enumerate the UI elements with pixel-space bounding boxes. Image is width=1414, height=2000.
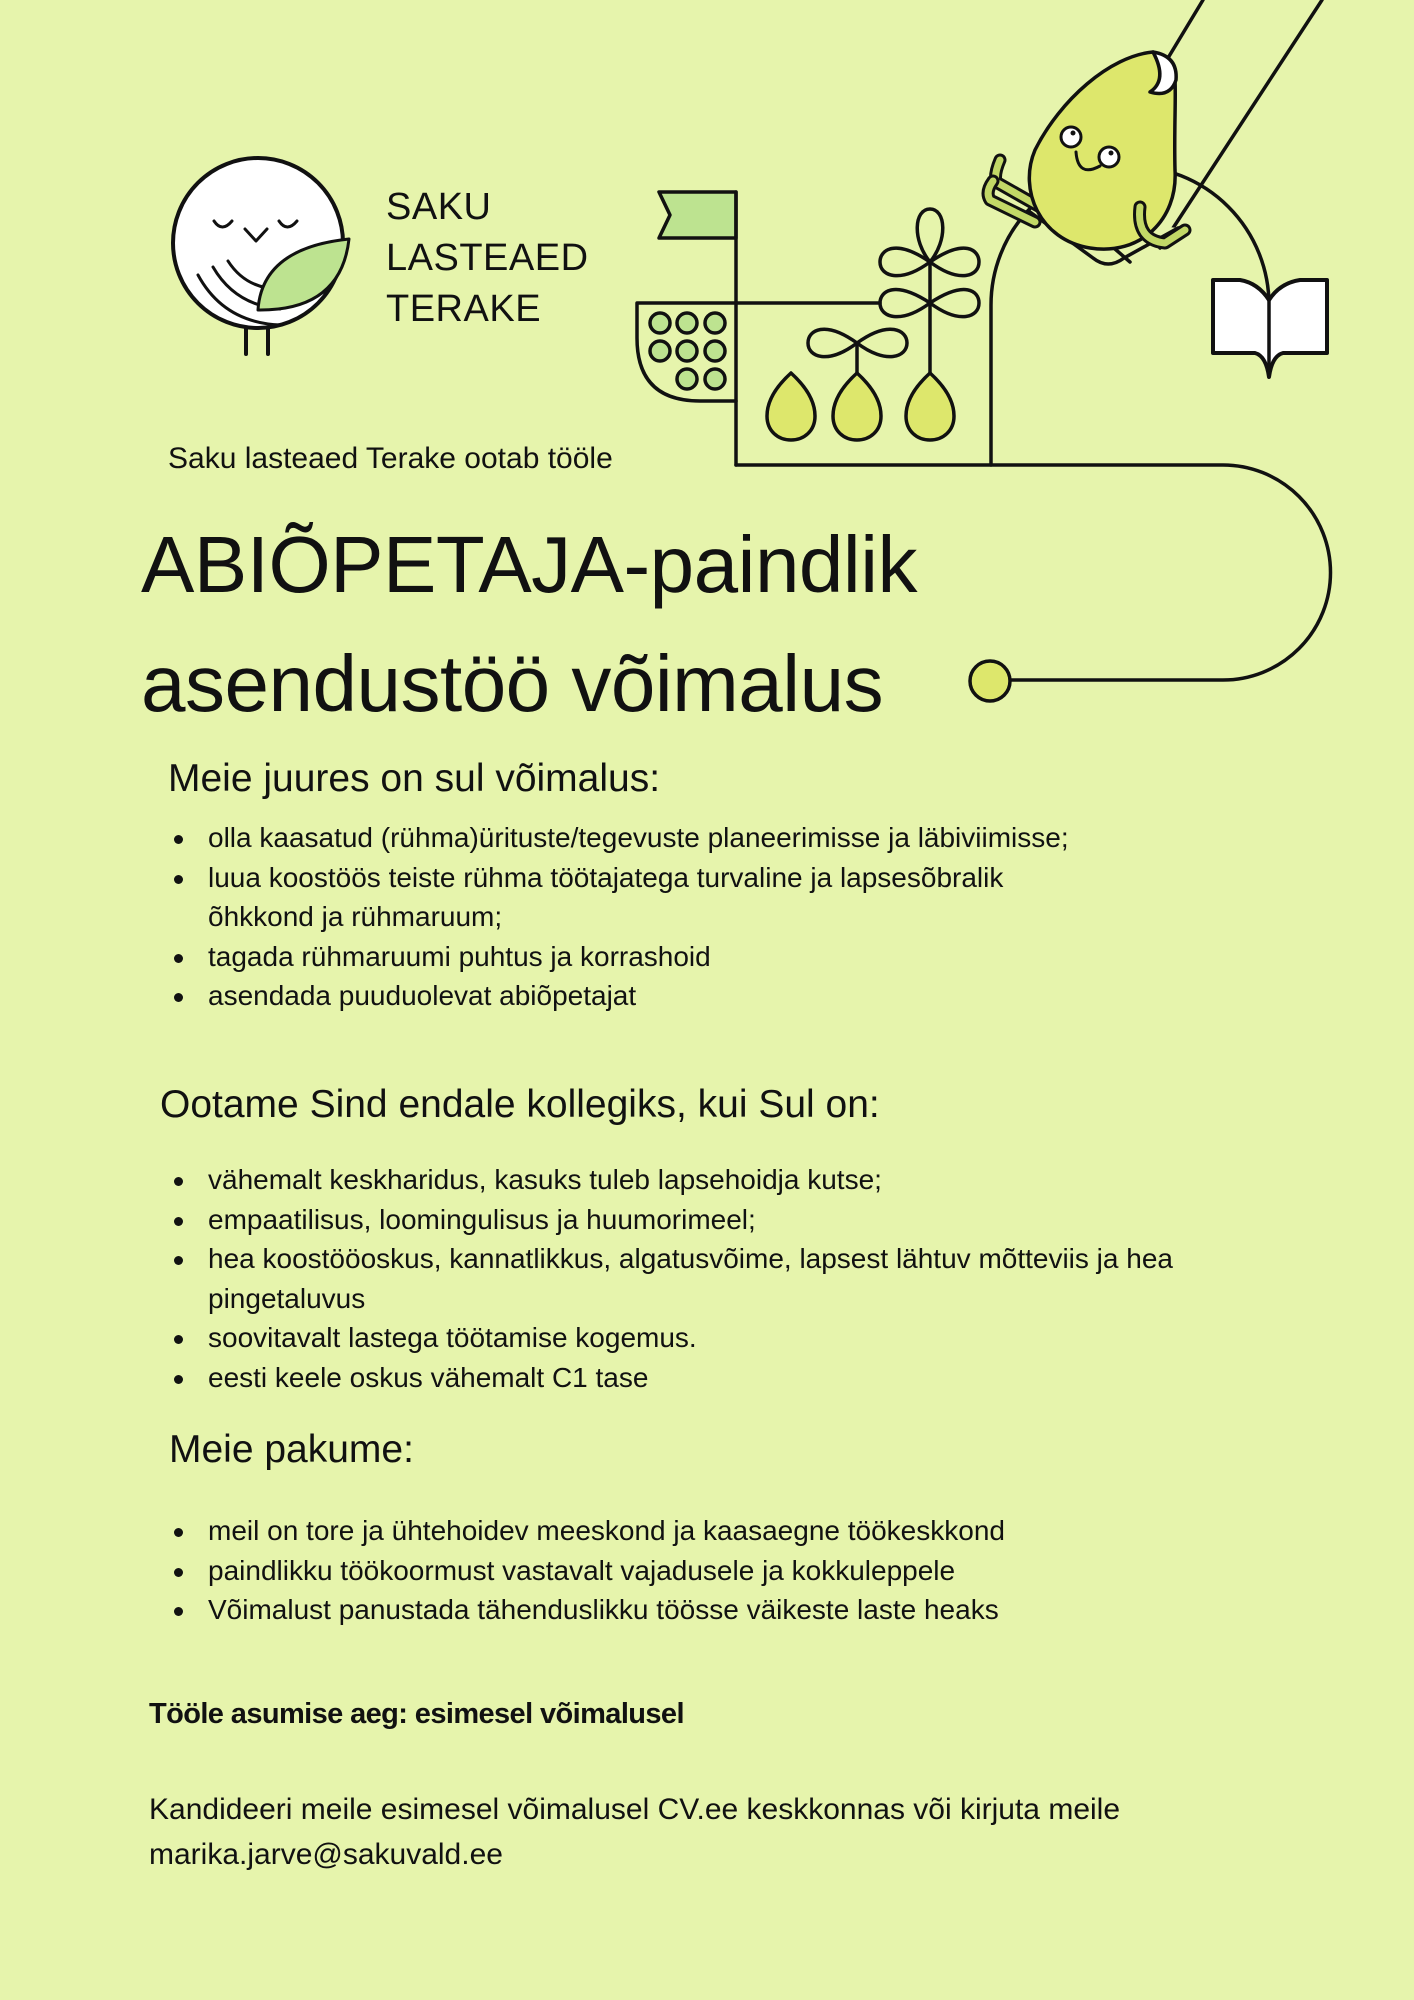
bullet-icon — [174, 875, 183, 884]
logo-wordmark — [386, 182, 589, 335]
bullet-icon — [174, 1217, 183, 1226]
title-line-2: asendustöö võimalus — [141, 639, 884, 728]
seedling-icon — [808, 329, 907, 373]
benefits-list — [170, 1511, 1005, 1630]
bullet-icon — [174, 835, 183, 844]
bullet-icon — [174, 954, 183, 963]
list-item-text: hea koostööoskus, kannatlikkus, algatusvõime, lapsest lähtuv mõtteviis ja hea — [208, 1243, 1173, 1274]
section-heading-benefits: Meie pakume: — [169, 1428, 414, 1471]
start-date: Tööle asumise aeg: esimesel võimalusel — [149, 1698, 684, 1730]
list-item-text: empaatilisus, loomingulisus ja huumorimeel; — [208, 1203, 756, 1235]
requirements-list — [170, 1160, 1173, 1397]
apply-text: Kandideeri meile esimesel võimalusel CV.ee keskkonnas või kirjuta meile — [149, 1793, 1121, 1826]
list-item-text: vähemalt keskharidus, kasuks tuleb lapsehoidja kutse; — [208, 1164, 882, 1195]
logo-line: SAKU — [386, 186, 492, 228]
list-item-text: paindlikku töökoormust vastavalt vajadusele ja kokkuleppele — [208, 1554, 956, 1586]
list-item — [170, 1358, 1173, 1398]
list-item-text-continued: õhkkond ja rühmaruum; — [208, 901, 503, 932]
section-heading-opportunities: Meie juures on sul võimalus: — [168, 757, 661, 800]
list-item-text: asendada puuduolevat abiõpetajat — [208, 980, 637, 1011]
list-item — [170, 1239, 1173, 1318]
contact-email[interactable]: marika.jarve@sakuvald.ee — [149, 1838, 503, 1871]
apply-instructions — [149, 1787, 1120, 1877]
section-heading-requirements: Ootame Sind endale kollegiks, kui Sul on: — [160, 1083, 880, 1126]
path-end-dot-icon — [970, 661, 1010, 701]
bullet-icon — [174, 1375, 183, 1384]
flag-icon — [659, 192, 736, 238]
list-item — [170, 1318, 1173, 1358]
swing-character-icon — [988, 0, 1322, 264]
bird-leaf-logo-icon — [173, 158, 349, 354]
list-item — [170, 1551, 1005, 1591]
list-item — [170, 858, 1069, 937]
list-item-text: olla kaasatud (rühma)ürituste/tegevuste planeerimisse ja läbiviimisse; — [208, 822, 1069, 853]
bullet-icon — [174, 1335, 183, 1344]
list-item — [170, 1160, 1173, 1200]
list-item — [170, 1200, 1173, 1240]
list-item — [170, 818, 1069, 858]
seed-drop-icon — [767, 373, 954, 440]
bullet-icon — [174, 1256, 183, 1265]
bullet-icon — [174, 1177, 183, 1186]
list-item-text: tagada rühmaruumi puhtus ja korrashoid — [208, 940, 711, 972]
bullet-icon — [174, 1607, 183, 1616]
logo-line: LASTEAED — [386, 237, 589, 279]
list-item-text: Võimalust panustada tähenduslikku töösse väikeste laste heaks — [208, 1594, 999, 1625]
page-title — [141, 505, 917, 743]
list-item — [170, 976, 1069, 1016]
list-item — [170, 1590, 1005, 1630]
logo-line: TERAKE — [386, 288, 542, 330]
list-item-text: luua koostöös teiste rühma töötajatega turvaline ja lapsesõbralik — [208, 861, 1004, 893]
bowl-with-dots-icon — [637, 303, 736, 401]
list-item-text: meil on tore ja ühtehoidev meeskond ja kaasaegne töökeskkond — [208, 1515, 1005, 1546]
list-item-text: eesti keele oskus vähemalt C1 tase — [208, 1361, 649, 1393]
bullet-icon — [174, 1568, 183, 1577]
list-item — [170, 937, 1069, 977]
intro-text: Saku lasteaed Terake ootab tööle — [168, 442, 613, 475]
opportunities-list — [170, 818, 1069, 1016]
list-item-text-continued: pingetaluvus — [208, 1282, 366, 1314]
title-line-1: ABIÕPETAJA-paindlik — [141, 520, 917, 609]
plant-icon — [880, 209, 979, 373]
bullet-icon — [174, 1528, 183, 1537]
bullet-icon — [174, 993, 183, 1002]
list-item — [170, 1511, 1005, 1551]
list-item-text: soovitavalt lastega töötamise kogemus. — [208, 1322, 697, 1353]
